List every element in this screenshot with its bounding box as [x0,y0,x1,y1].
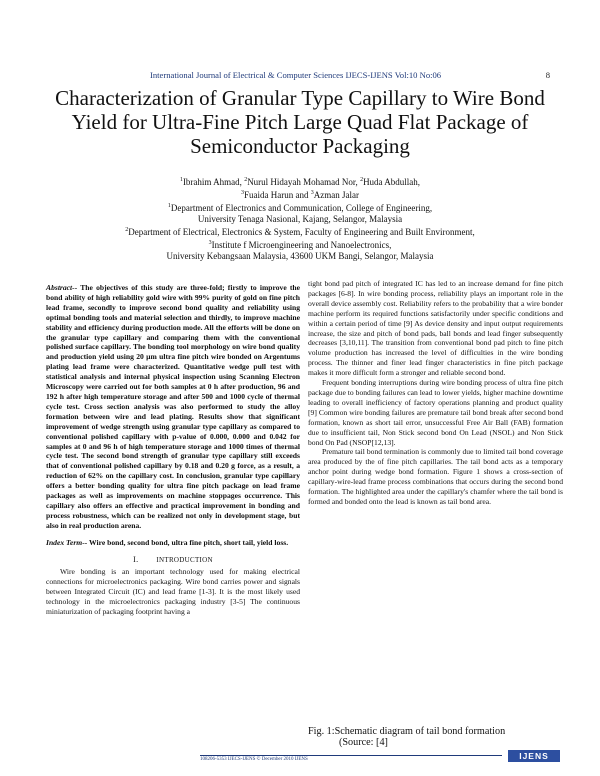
section-heading [46,555,300,566]
abstract-text: The objectives of this study are three-fold; firstly to improve the bond ability of high reliability gold wire with 99% purity of gold on fine pitch lead frame, secondly to improve second bond quality and reliability using optimal bonding tools and material selection and thirdly, to improve machine stability and efficiency during production mode. All the efforts will be done on the granular type capillary and comparing them with the conventional polished surface capillary. The bonding tool morphology on wire bond quality and production yield using 20 µm ultra fine pitch wire bonded on Argentums plating lead frame were characterized. Quantitative wedge pull test with statistical analysis and internal physical inspection using Scanning Electron Microscopy were carried out for both samples at 0 h after production, 96 and 192 h after high temperature storage and after 500 and 1000 cycle of thermal cycle test. Cross section analysis was also performed to study the alloy formation between wire and lead plating. Results show that significant improvement of wedge strength using granular type capillary as compared to conventional polished capillary with p-value of 0.000, 0.000 and 0.042 for samples at 0 and 96 h of high temperature storage and 1000 times of thermal cycle test. The second bond strength of granular type capillary still exceeds that of conventional polished capillary by 0.18 and 0.20 g force, as a result, a reduction of 62% on the capillary cost. In conclusion, granular type capillary offers a better bonding quality for ultra fine pitch package on lead frame packages as well as improvements on machine stoppages occurrence. This capillary also offers an effective and practical improvement in bonding and process robustness, which can be realized not only in development stage, but also in real production arena. [46,283,300,530]
right-column [308,279,563,507]
affiliation-line [60,214,540,225]
section-numeral: I. [133,554,139,564]
index-terms [46,538,300,548]
index-terms-text: Wire bond, second bond, ultra fine pitch, short tail, yield loss. [87,537,289,547]
figure-caption [308,726,563,748]
author-line-2 [60,188,540,201]
intro-paragraph-continued: tight bond pad pitch of integrated IC has led to an increase demand for fine pitch packages [6-8]. In wire bonding process, reliability plays an important role in the overall device assembly cost. Reliability refers to the probability that a wire bonder machine perform its required functions satisfactorily under specific conditions and within a certain period of time [9] As device density and input output requirements increase, the size and pitch of bond pads, ball bonds and lead finger subsequently decreases [3,10,11]. The transition from conventional bond pad pitch to fine pitch volume production has increased the level of difficulties in the wire bonding process. The thinner and finer lead finger characteristics in fine pitch package makes it more difficult form a stronger and reliable second bond. [308,279,563,378]
author-name: Huda Abdullah, [363,177,421,187]
left-column [46,283,300,617]
affiliation-line [60,251,540,262]
intro-paragraph: Frequent bonding interruptions during wire bonding process of ultra fine pitch package due to bonding failures can lead to lower yields, higher machine downtime leading to overall inefficiency of factory operations planning and product quality [9] Common wire bonding failures are premature tail bond break after second bond formation, known as short tail error, unsuccessful Free Air Ball (FAB) formation due to insufficient tail, Non Stick second bond On Lead (NSOL) and Non Stick bond On Pad (NSOP[12,13]. [308,378,563,447]
author-name: Azman Jalar [313,190,359,200]
affiliation-text: Department of Electrical, Electronics & System, Faculty of Engineering and Built Environment, [128,227,475,237]
journal-name: International Journal of Electrical & Computer Sciences IJECS-IJENS Vol:10 No:06 [150,70,442,80]
index-terms-lead: Index Term-- [46,537,88,547]
page-footer [200,751,560,765]
affiliation-sup: 1 [167,203,171,209]
author-sup: 1 [179,177,183,183]
footer-rule [200,755,502,756]
author-block [60,175,540,262]
author-name: Fuaida Harun and [244,190,311,200]
author-name: Ibrahim Ahmad, [182,177,245,187]
author-sup: 3 [310,190,314,196]
intro-paragraph: Wire bonding is an important technology used for making electrical connections for microelectronics packaging. Wire bond carries power and signals between Integrated Circuit (IC) and lead frame [1-3]. It is the most likely used technology in the microelectronics packaging industry [3-5] The continuous miniaturization of packaging footprint having a [46,567,300,617]
paper-title: Characterization of Granular Type Capillary to Wire Bond Yield for Ultra-Fine Pitch Large Quad Flat Package of Semiconductor Packaging [55,86,545,158]
author-line-1 [60,175,540,188]
affiliation-line [60,238,540,251]
author-sup: 2 [360,177,364,183]
affiliation-sup: 3 [208,240,212,246]
abstract-lead: Abstract-- [46,283,78,292]
author-sup: 3 [241,190,245,196]
figure-source: (Source: [4] [339,737,388,748]
affiliation-line [60,225,540,238]
figure-caption-text: Fig. 1:Schematic diagram of tail bond formation [308,726,506,737]
author-name: Nurul Hidayah Mohamad Nor, [247,177,361,187]
affiliation-text: Department of Electronics and Communication, College of Engineering, [170,203,433,213]
page-number: 8 [545,70,550,80]
ijens-logo: IJENS [508,750,560,762]
affiliation-text: University Tenaga Nasional, Kajang, Selangor, Malaysia [197,214,403,224]
affiliation-text: Institute f Microengineering and Nanoelectronics, [211,240,392,250]
abstract [46,283,300,531]
footer-text: 108206-5353 IJECS-IJENS © December 2010 IJENS [200,757,308,762]
affiliation-line [60,201,540,214]
intro-paragraph: Premature tail bond termination is commonly due to limited tail bond coverage area produced by the of fine pitch capillaries. The tail bond acts as a temporary anchor point during wedge bond formation. Figure 1 shows a cross-section of capillary-wire-lead frame process combinations that occurs during the second bond formation. The highlighted area under the capillary's chamfer where the tail bond is formed and bonded onto the lead is known as tail bond area. [308,447,563,506]
author-sup: 2 [244,177,248,183]
section-title: INTRODUCTION [156,555,213,564]
affiliation-sup: 2 [125,227,129,233]
affiliation-text: University Kebangsaan Malaysia, 43600 UKM Bangi, Selangor, Malaysia [166,251,434,261]
